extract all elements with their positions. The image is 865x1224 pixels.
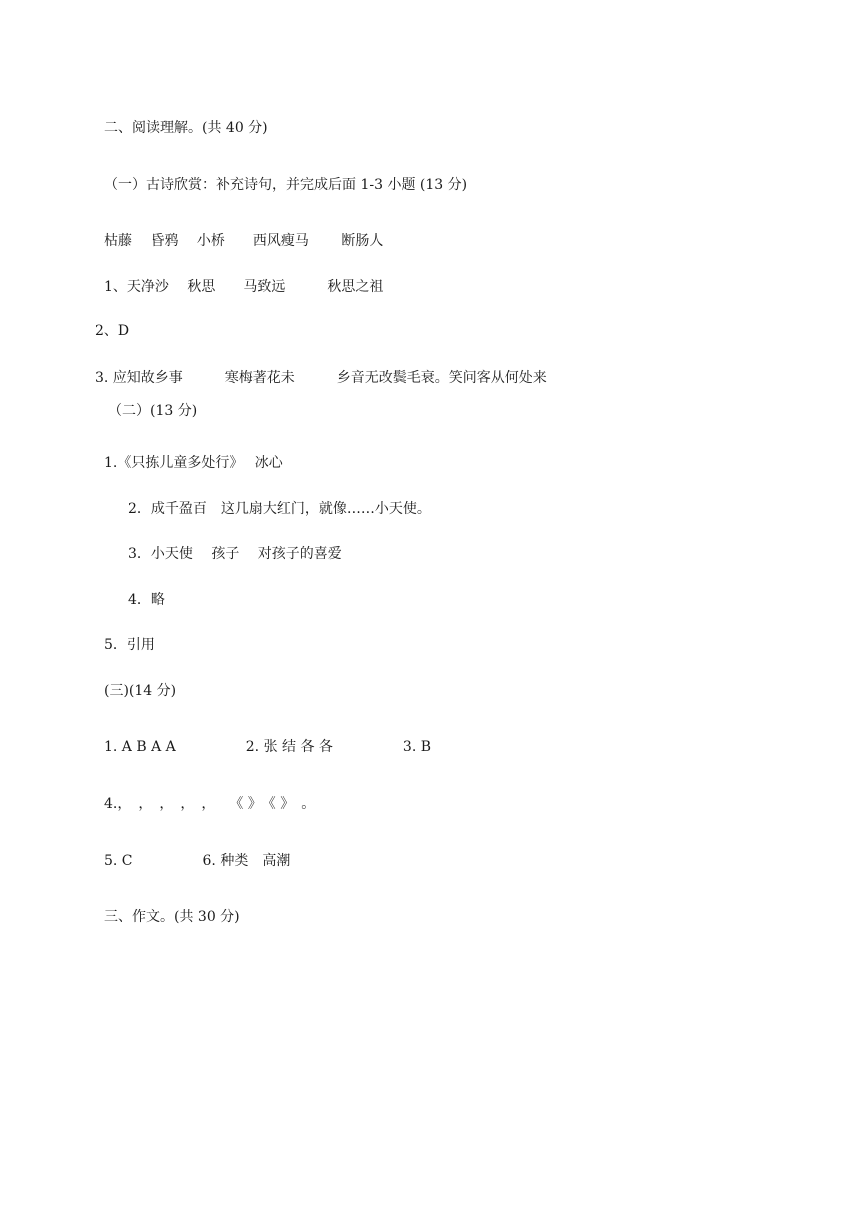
part1-question-3: 3. 应知故乡事 寒梅著花未 乡音无改鬓毛衰。笑问客从何处来 <box>95 370 547 386</box>
part2-question-4: 4．略 <box>128 592 165 608</box>
part2-question-1: 1.《只拣儿童多处行》 冰心 <box>104 455 283 471</box>
part3-row-2: 4.， ， ， ， ， 《 》 《 》 。 <box>104 796 316 812</box>
part1-heading: （一）古诗欣赏：补充诗句，并完成后面 1-3 小题 (13 分) <box>104 177 468 193</box>
part1-question-1: 1、天净沙 秋思 马致远 秋思之祖 <box>104 279 384 295</box>
part3-heading: (三)(14 分) <box>104 683 177 699</box>
section2-heading: 二、阅读理解。(共 40 分) <box>104 120 268 136</box>
part3-row-1: 1. A B A A 2. 张 结 各 各 3. B <box>104 739 432 755</box>
part3-row-3: 5. C 6. 种类 高潮 <box>104 853 291 869</box>
part2-question-3: 3．小天使 孩子 对孩子的喜爱 <box>128 546 342 562</box>
section3-heading: 三、作文。(共 30 分) <box>104 909 240 925</box>
part1-question-2: 2、D <box>95 323 130 339</box>
part2-heading: （二）(13 分) <box>108 403 198 419</box>
part2-question-2: 2．成千盈百 这几扇大红门，就像……小天使。 <box>128 501 431 517</box>
poem-fill-line: 枯藤 昏鸦 小桥 西风瘦马 断肠人 <box>104 233 384 249</box>
part2-question-5: 5．引用 <box>104 637 155 653</box>
